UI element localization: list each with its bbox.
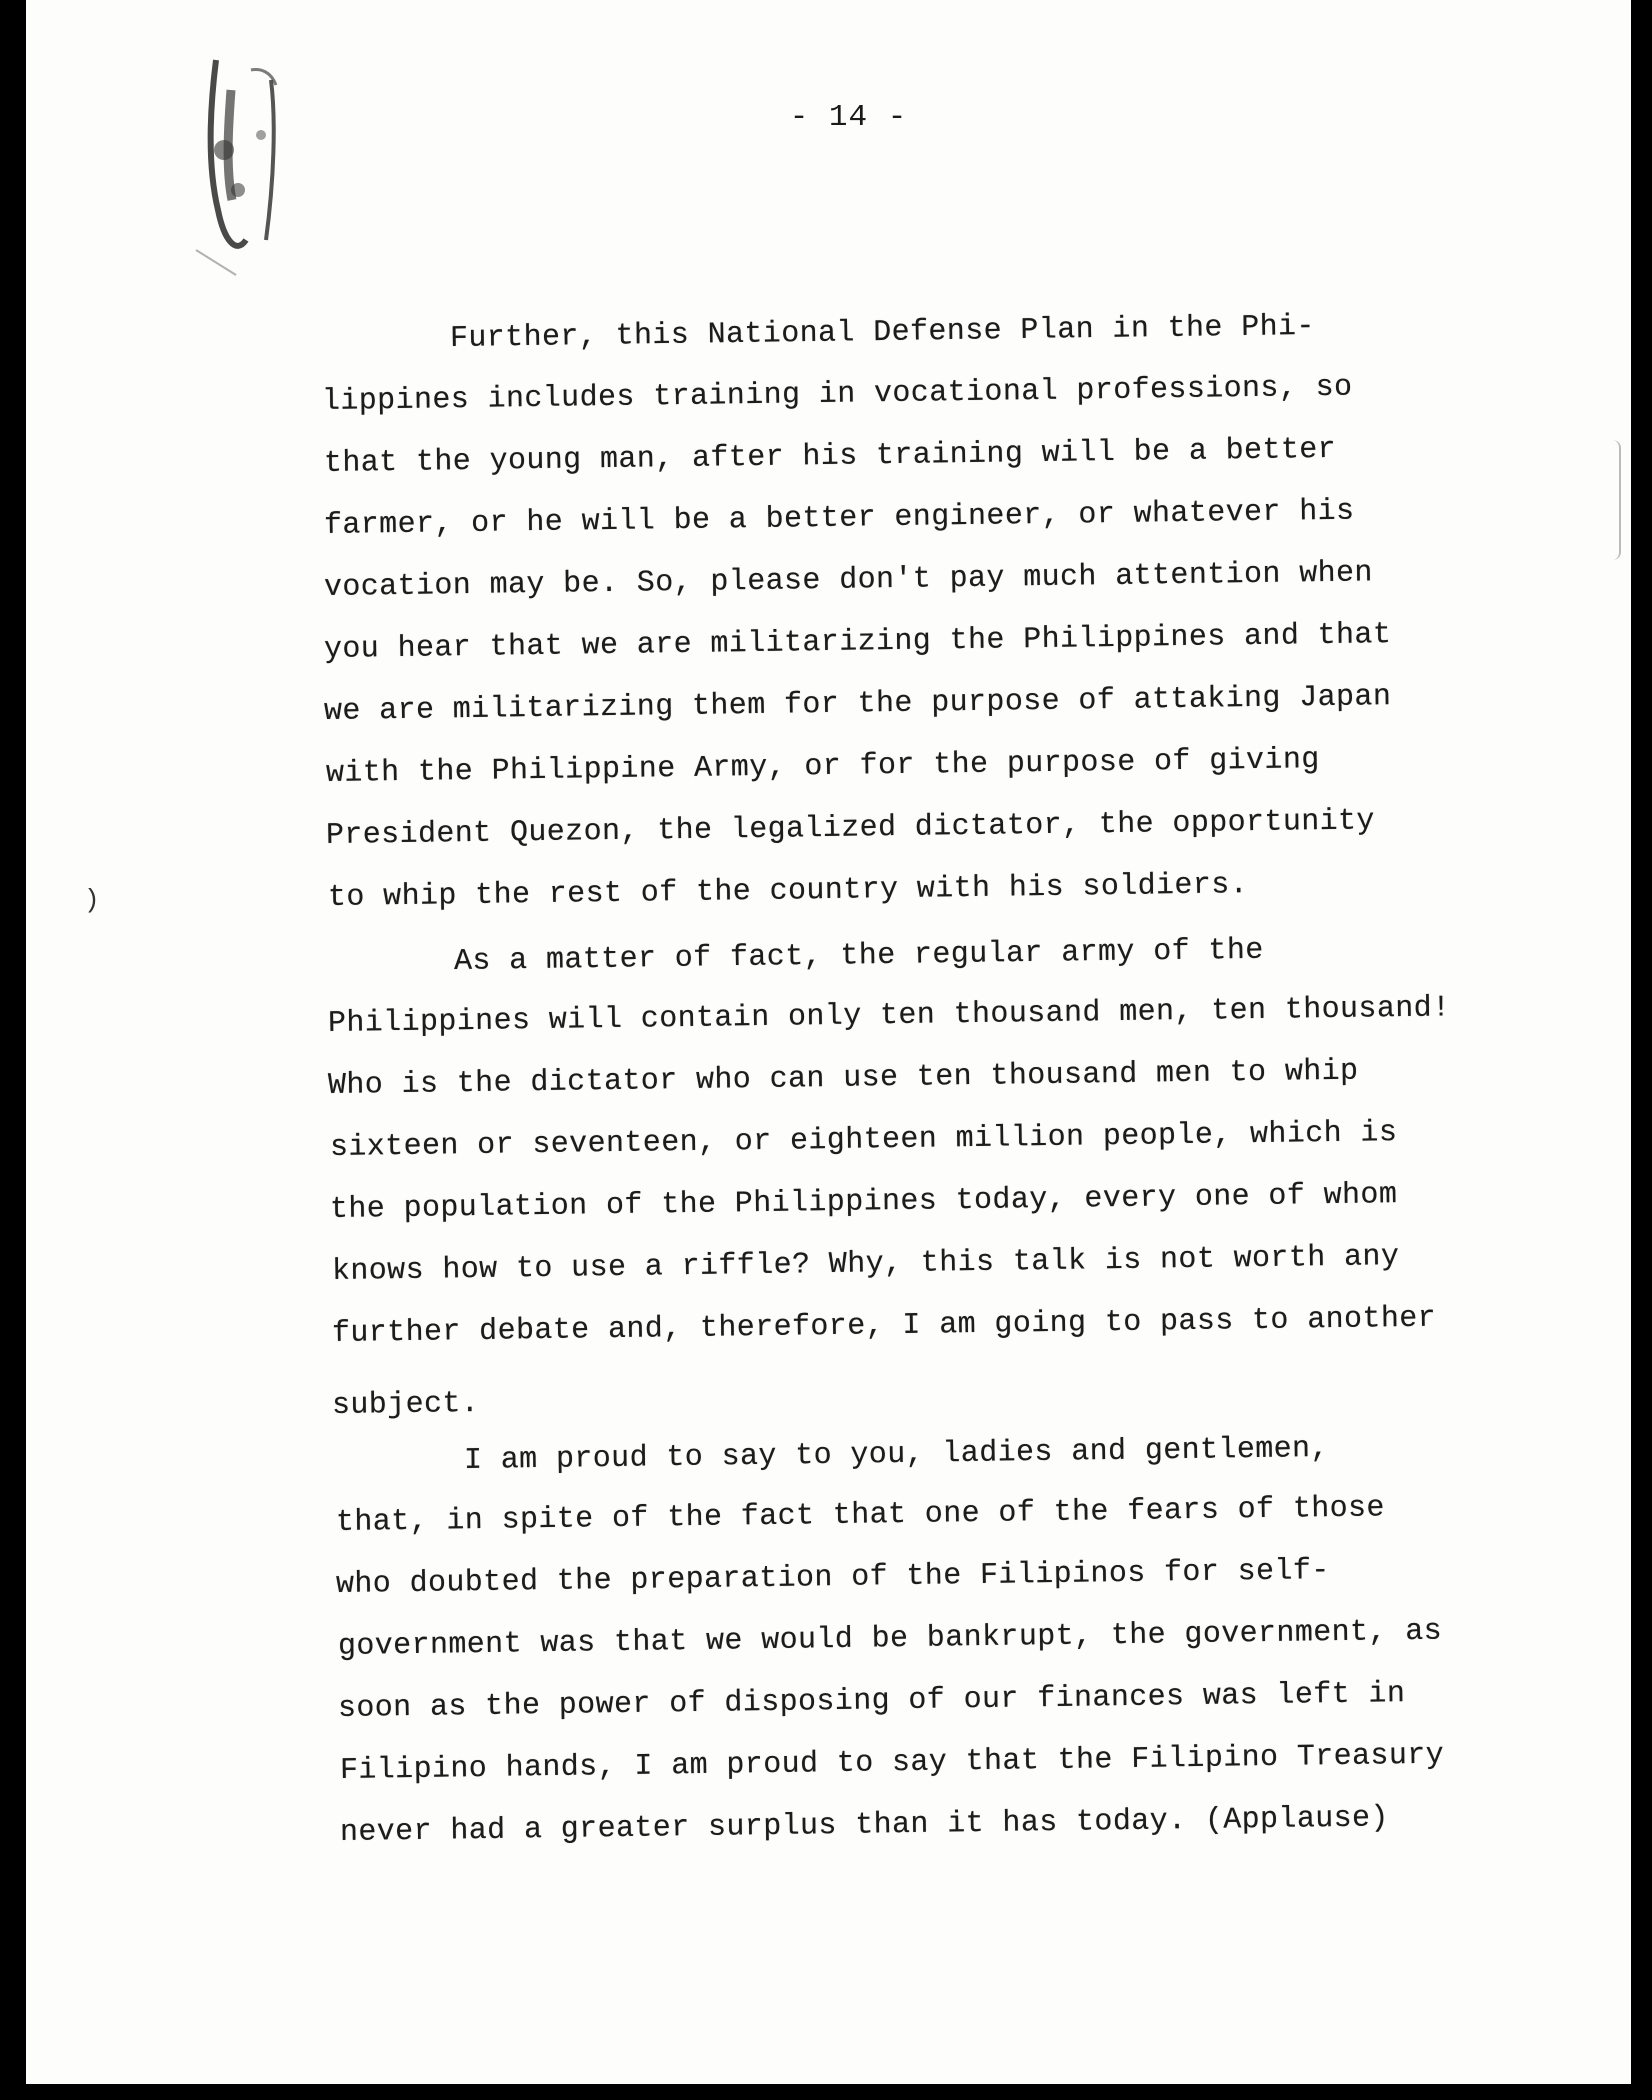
document-page: [26, 0, 1631, 2084]
paragraph-1-line-4: farmer, or he will be a better engineer, or whatever his: [323, 494, 1355, 543]
paragraph-2-line-8: subject.: [331, 1386, 480, 1423]
paragraph-3-line-4: government was that we would be bankrupt, the government, as: [337, 1614, 1443, 1664]
paragraph-3-line-7: never had a greater surplus than it has today. (Applause): [339, 1801, 1390, 1850]
paragraph-2-line-1: As a matter of fact, the regular army of the: [453, 933, 1264, 979]
page-edge-curl: [1613, 440, 1621, 560]
paragraph-1-line-9: President Quezon, the legalized dictator, the opportunity: [325, 804, 1376, 853]
paragraph-2-line-3: Who is the dictator who can use ten thousand men to whip: [327, 1054, 1359, 1103]
paragraph-2-line-6: knows how to use a riffle? Why, this talk is not worth any: [331, 1240, 1400, 1289]
paragraph-3-line-3: who doubted the preparation of the Filipinos for self-: [335, 1554, 1330, 1602]
paragraph-1-line-1: Further, this National Defense Plan in the Phi-: [449, 309, 1316, 356]
paragraph-2-line-5: the population of the Philippines today, every one of whom: [329, 1178, 1398, 1227]
paragraph-2-line-2: Philippines will contain only ten thousand men, ten thousand!: [327, 991, 1451, 1041]
paragraph-3-line-6: Filipino hands, I am proud to say that the Filipino Treasury: [339, 1738, 1445, 1788]
page-number: - 14 -: [789, 100, 908, 135]
paragraph-1-line-3: that the young man, after his training will be a better: [323, 432, 1337, 481]
paragraph-2-line-4: sixteen or seventeen, or eighteen million people, which is: [329, 1116, 1398, 1165]
paragraph-1-line-2: lippines includes training in vocational professions, so: [321, 370, 1353, 419]
paragraph-3-line-5: soon as the power of disposing of our finances was left in: [337, 1677, 1406, 1726]
paragraph-1-line-5: vocation may be. So, please don't pay much attention when: [323, 556, 1374, 605]
margin-paren-mark: ): [84, 885, 100, 915]
paragraph-1-line-7: we are militarizing them for the purpose of attaking Japan: [323, 680, 1392, 729]
paragraph-1-line-10: to whip the rest of the country with his soldiers.: [327, 868, 1249, 915]
paragraph-1-line-8: with the Philippine Army, or for the purpose of giving: [325, 743, 1320, 791]
paper-clip-mark-icon: [176, 40, 316, 280]
paragraph-3-line-2: that, in spite of the fact that one of the fears of those: [335, 1491, 1386, 1540]
paragraph-3-line-1: I am proud to say to you, ladies and gentlemen,: [463, 1431, 1330, 1478]
paragraph-1-line-6: you hear that we are militarizing the Philippines and that: [323, 618, 1392, 667]
paragraph-2-line-7: further debate and, therefore, I am going to pass to another: [331, 1301, 1437, 1351]
